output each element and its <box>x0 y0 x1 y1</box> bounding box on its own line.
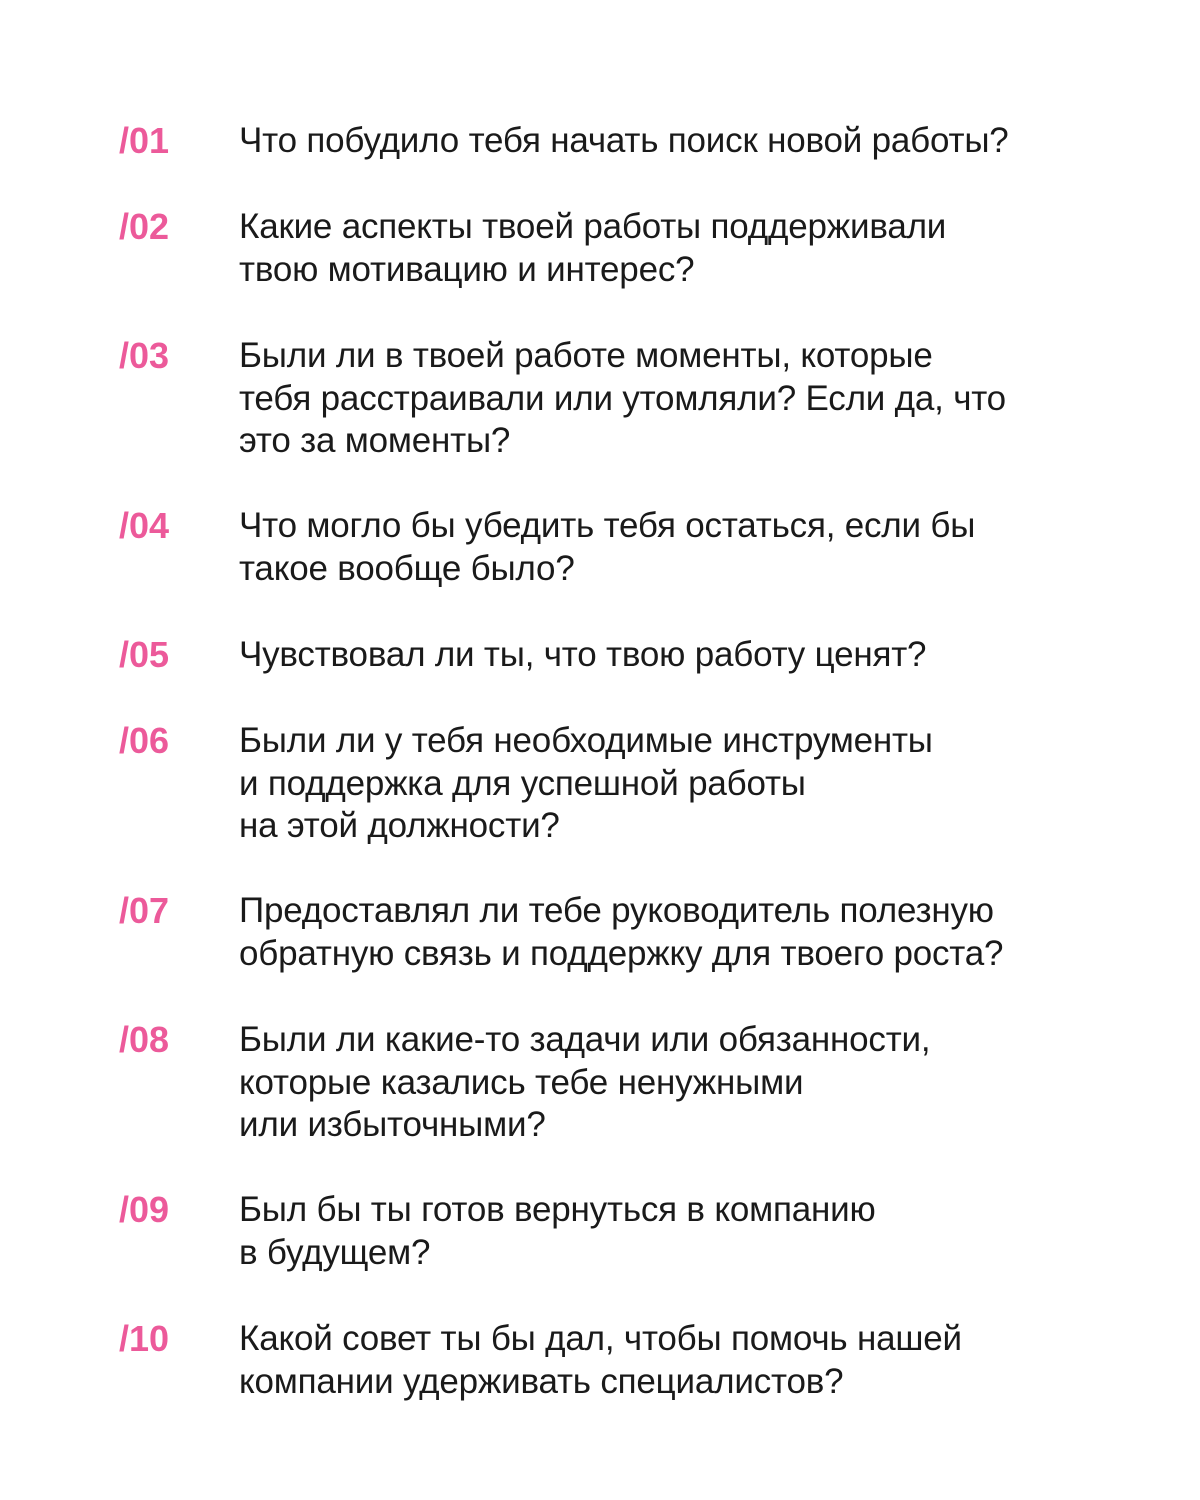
question-text-line: Были ли у тебя необходимые инструменты <box>239 721 933 760</box>
question-text-line: Были ли в твоей работе моменты, которые <box>239 336 933 375</box>
question-number: /01 <box>119 120 170 161</box>
question-text <box>239 634 1179 677</box>
question-text-line: Предоставлял ли тебе руководитель полезную <box>239 891 994 930</box>
question-text-line: и поддержка для успешной работы <box>239 763 806 803</box>
question-number: /02 <box>119 206 170 247</box>
question-text-line: компании удерживать специалистов? <box>239 1361 844 1401</box>
question-text-line: обратную связь и поддержку для твоего роста? <box>239 933 1004 973</box>
question-number: /07 <box>119 890 170 931</box>
question-text-line: Какой совет ты бы дал, чтобы помочь нашей <box>239 1319 962 1358</box>
question-number: /03 <box>119 335 170 376</box>
question-text-line: это за моменты? <box>239 421 511 460</box>
question-number: /08 <box>119 1019 170 1060</box>
question-number: /06 <box>119 720 170 761</box>
question-text <box>239 720 1179 848</box>
question-text <box>239 890 1179 975</box>
question-text-line: твою мотивацию и интерес? <box>239 249 695 289</box>
question-text <box>239 206 1179 291</box>
question-number: /09 <box>119 1189 170 1230</box>
question-number: /05 <box>119 634 170 675</box>
question-text-line: Чувствовал ли ты, что твою работу ценят? <box>239 635 927 674</box>
question-text <box>239 1019 1179 1147</box>
question-text-line: тебя расстраивали или утомляли? Если да, что <box>239 378 1006 418</box>
question-text <box>239 120 1179 163</box>
question-text-line: Что могло бы убедить тебя остаться, если бы <box>239 506 976 545</box>
question-text-line: или избыточными? <box>239 1105 546 1144</box>
question-text <box>239 335 1179 463</box>
question-text-line: Какие аспекты твоей работы поддерживали <box>239 207 947 246</box>
question-text <box>239 505 1179 590</box>
question-number: /10 <box>119 1318 170 1359</box>
question-text-line: Был бы ты готов вернуться в компанию <box>239 1190 876 1229</box>
question-text-line: которые казались тебе ненужными <box>239 1062 804 1102</box>
question-text-line: такое вообще было? <box>239 548 575 588</box>
question-text-line: в будущем? <box>239 1232 431 1272</box>
question-text-line: на этой должности? <box>239 806 560 845</box>
question-text <box>239 1189 1179 1274</box>
question-text <box>239 1318 1179 1403</box>
question-text-line: Что побудило тебя начать поиск новой работы? <box>239 121 1009 160</box>
question-text-line: Были ли какие-то задачи или обязанности, <box>239 1020 931 1059</box>
question-number: /04 <box>119 505 170 546</box>
